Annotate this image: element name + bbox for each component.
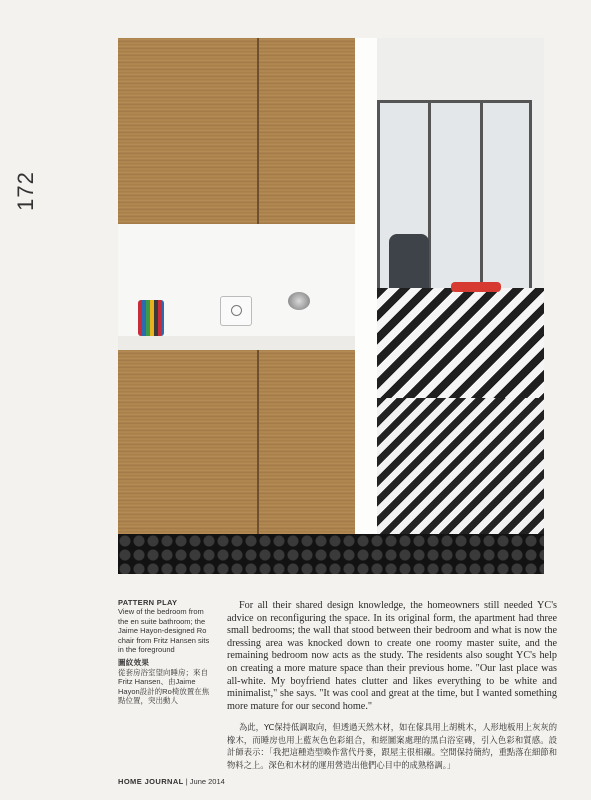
upper-cabinet-left bbox=[118, 38, 257, 224]
hexagon-floor-tiles bbox=[118, 534, 544, 574]
clock bbox=[220, 296, 252, 326]
striped-cup bbox=[138, 300, 164, 336]
chevron-rug bbox=[377, 398, 544, 538]
paragraph-zh: 為此，YC保持低調取向，但透過天然木材，如在傢具用上胡桃木，人形地板用上灰灰的橡木，而睡房也用上藍灰色色彩組合，和經圖案處理的黑白浴室磚，引入色彩和質感。設計師表示：「我把這種造型喚作當代丹麥，跟屋主很相襯。空間保持簡約，重點落在細節和物料之上。深色和木材的運用營造出他們心目中的成熟格調。」 bbox=[227, 722, 557, 770]
footer-separator: | bbox=[185, 777, 188, 786]
red-tray bbox=[451, 282, 501, 292]
counter-shelf bbox=[118, 336, 355, 351]
caption-heading-en: PATTERN PLAY bbox=[118, 598, 178, 607]
caption-text-zh: 從套房浴室望向睡房；來自Fritz Hansen、由Jaime Hayon設計的Ro椅放置在焦點位置，突出動人 bbox=[118, 667, 210, 706]
paragraph-en: For all their shared design knowledge, the homeowners still needed YC's advice on reconfiguring the space. In its original form, the apartment had three small bedrooms; the wall that stood between their bedroom and what is now the dressing area was knocked down to create one roomy master suite, and the remaining bedroom now acts as the study. The residents also sought YC's help on creating a more mature space than their previous home. "Our last place was all-white. My boyfriend hates clutter and likes everything to be white and minimalist," she says. "It was cool and great at the time, but I wanted something more mature for our second home." bbox=[227, 600, 557, 712]
doorway-wall bbox=[355, 38, 377, 574]
metal-vase bbox=[288, 292, 310, 310]
caption-text-en: View of the bedroom from the en suite bathroom; the Jaime Hayon-designed Ro chair from Fritz Hansen sits in the foreground bbox=[118, 607, 210, 655]
bedroom-photo bbox=[118, 38, 544, 574]
photo-caption bbox=[118, 598, 210, 705]
bedroom-view bbox=[377, 38, 544, 574]
upper-cabinet-right bbox=[259, 38, 355, 224]
ro-chair bbox=[389, 234, 429, 296]
caption-heading-zh: 圖紋效果 bbox=[118, 658, 150, 668]
issue-date: June 2014 bbox=[189, 777, 225, 786]
magazine-name: HOME JOURNAL bbox=[118, 777, 184, 786]
article-body bbox=[227, 600, 557, 771]
page-footer bbox=[118, 777, 225, 786]
cabinet-seam bbox=[257, 38, 259, 224]
window-mullion bbox=[480, 103, 483, 293]
chevron-bedspread bbox=[377, 288, 544, 398]
page-number: 172 bbox=[12, 171, 38, 211]
